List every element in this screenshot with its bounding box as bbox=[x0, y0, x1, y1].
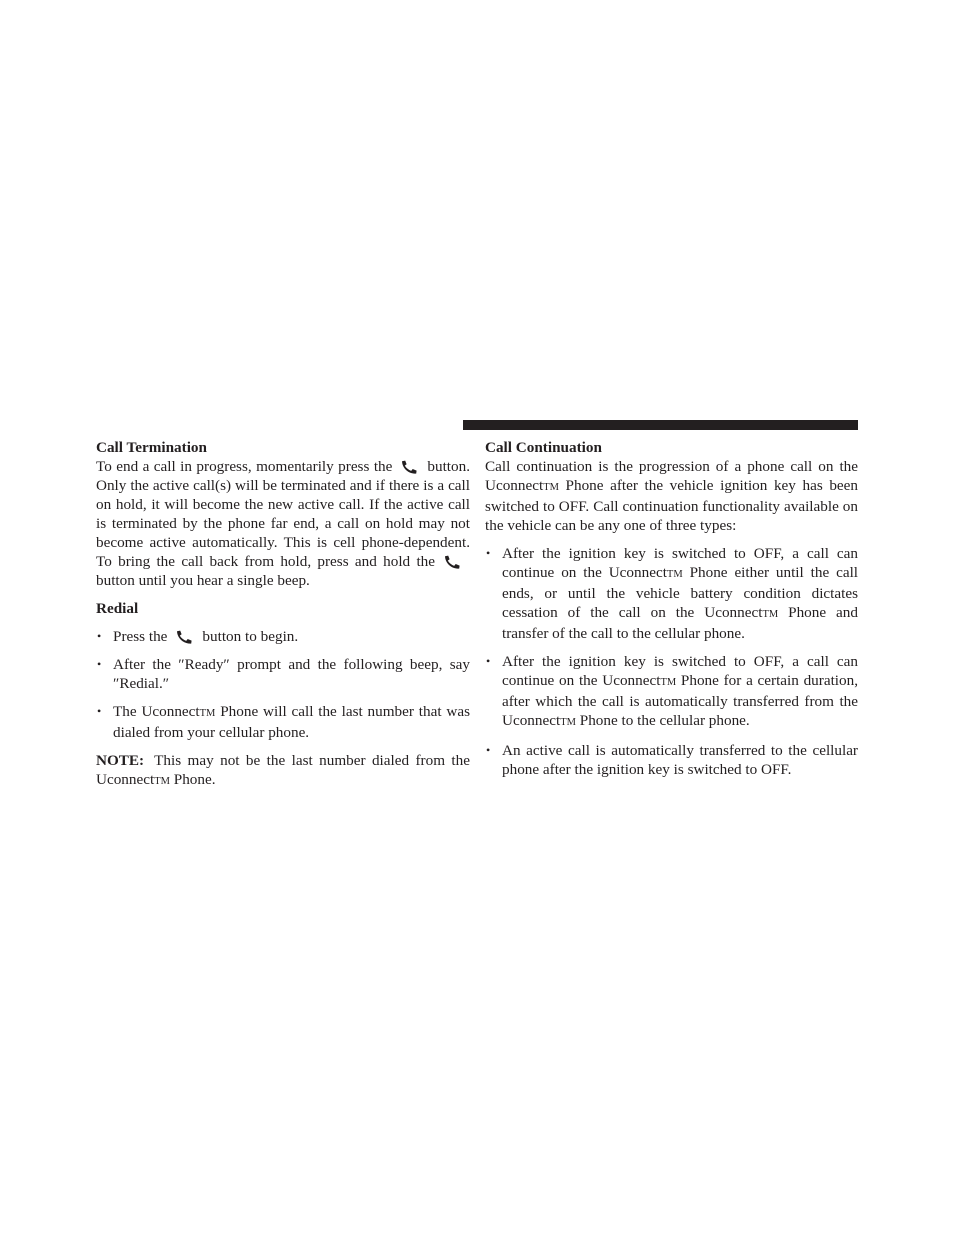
trademark: TM bbox=[660, 677, 677, 688]
section-header-bar bbox=[463, 420, 858, 430]
redial-list bbox=[96, 627, 470, 742]
list-item: • An active call is automatically transferred to the cellular phone after the ignition key is switched to OFF. bbox=[485, 741, 858, 779]
phone-handset-icon bbox=[400, 460, 419, 474]
note-label: NOTE: bbox=[96, 752, 145, 769]
trademark: TM bbox=[666, 569, 683, 580]
heading-call-continuation: Call Continuation bbox=[485, 439, 602, 456]
trademark: TM bbox=[199, 708, 216, 719]
note-paragraph: NOTE: This may not be the last number dialed from the UconnectTM Phone. bbox=[96, 752, 470, 788]
trademark: TM bbox=[543, 482, 559, 493]
call-continuation-list bbox=[485, 544, 858, 779]
phone-handset-icon bbox=[175, 630, 194, 644]
left-column bbox=[96, 438, 470, 791]
phone-handset-icon bbox=[443, 555, 462, 569]
list-item: • After the ignition key is switched to OFF, a call can continue on the UconnectTM Phone for a certain duration, after which the call is automatically transferred from the UconnectTM Phone to the cellular phone. bbox=[485, 652, 858, 732]
right-column bbox=[485, 438, 858, 779]
call-termination-paragraph: To end a call in progress, momentarily press the button. Only the active call(s) will be terminated and if there is a call on hold, it will become the new active call. If the active call is terminated by the phone far end, a call on hold may not become active automatically. This is cell phone-dependent. To bring the call back from hold, press and hold the button until you hear a single beep. bbox=[96, 458, 470, 589]
list-item: • Press the button to begin. bbox=[96, 627, 470, 646]
list-item: • After the ignition key is switched to OFF, a call can continue on the UconnectTM Phone either until the call ends, or until the vehicle battery condition dictates cessation of the call on the UconnectTM Phone and transfer of the call to the cellular phone. bbox=[485, 544, 858, 643]
trademark: TM bbox=[154, 776, 170, 787]
heading-redial: Redial bbox=[96, 600, 139, 617]
heading-call-termination: Call Termination bbox=[96, 439, 207, 456]
trademark: TM bbox=[762, 609, 779, 620]
list-item: • The UconnectTM Phone will call the last number that was dialed from your cellular phone. bbox=[96, 702, 470, 742]
list-item: • After the ″Ready″ prompt and the following beep, say ″Redial.″ bbox=[96, 655, 470, 693]
call-continuation-intro: Call continuation is the progression of a phone call on the UconnectTM Phone after the vehicle ignition key has been switched to OFF. Call continuation functionality available on the vehicle can be any one of three types: bbox=[485, 458, 858, 534]
trademark: TM bbox=[560, 717, 576, 728]
